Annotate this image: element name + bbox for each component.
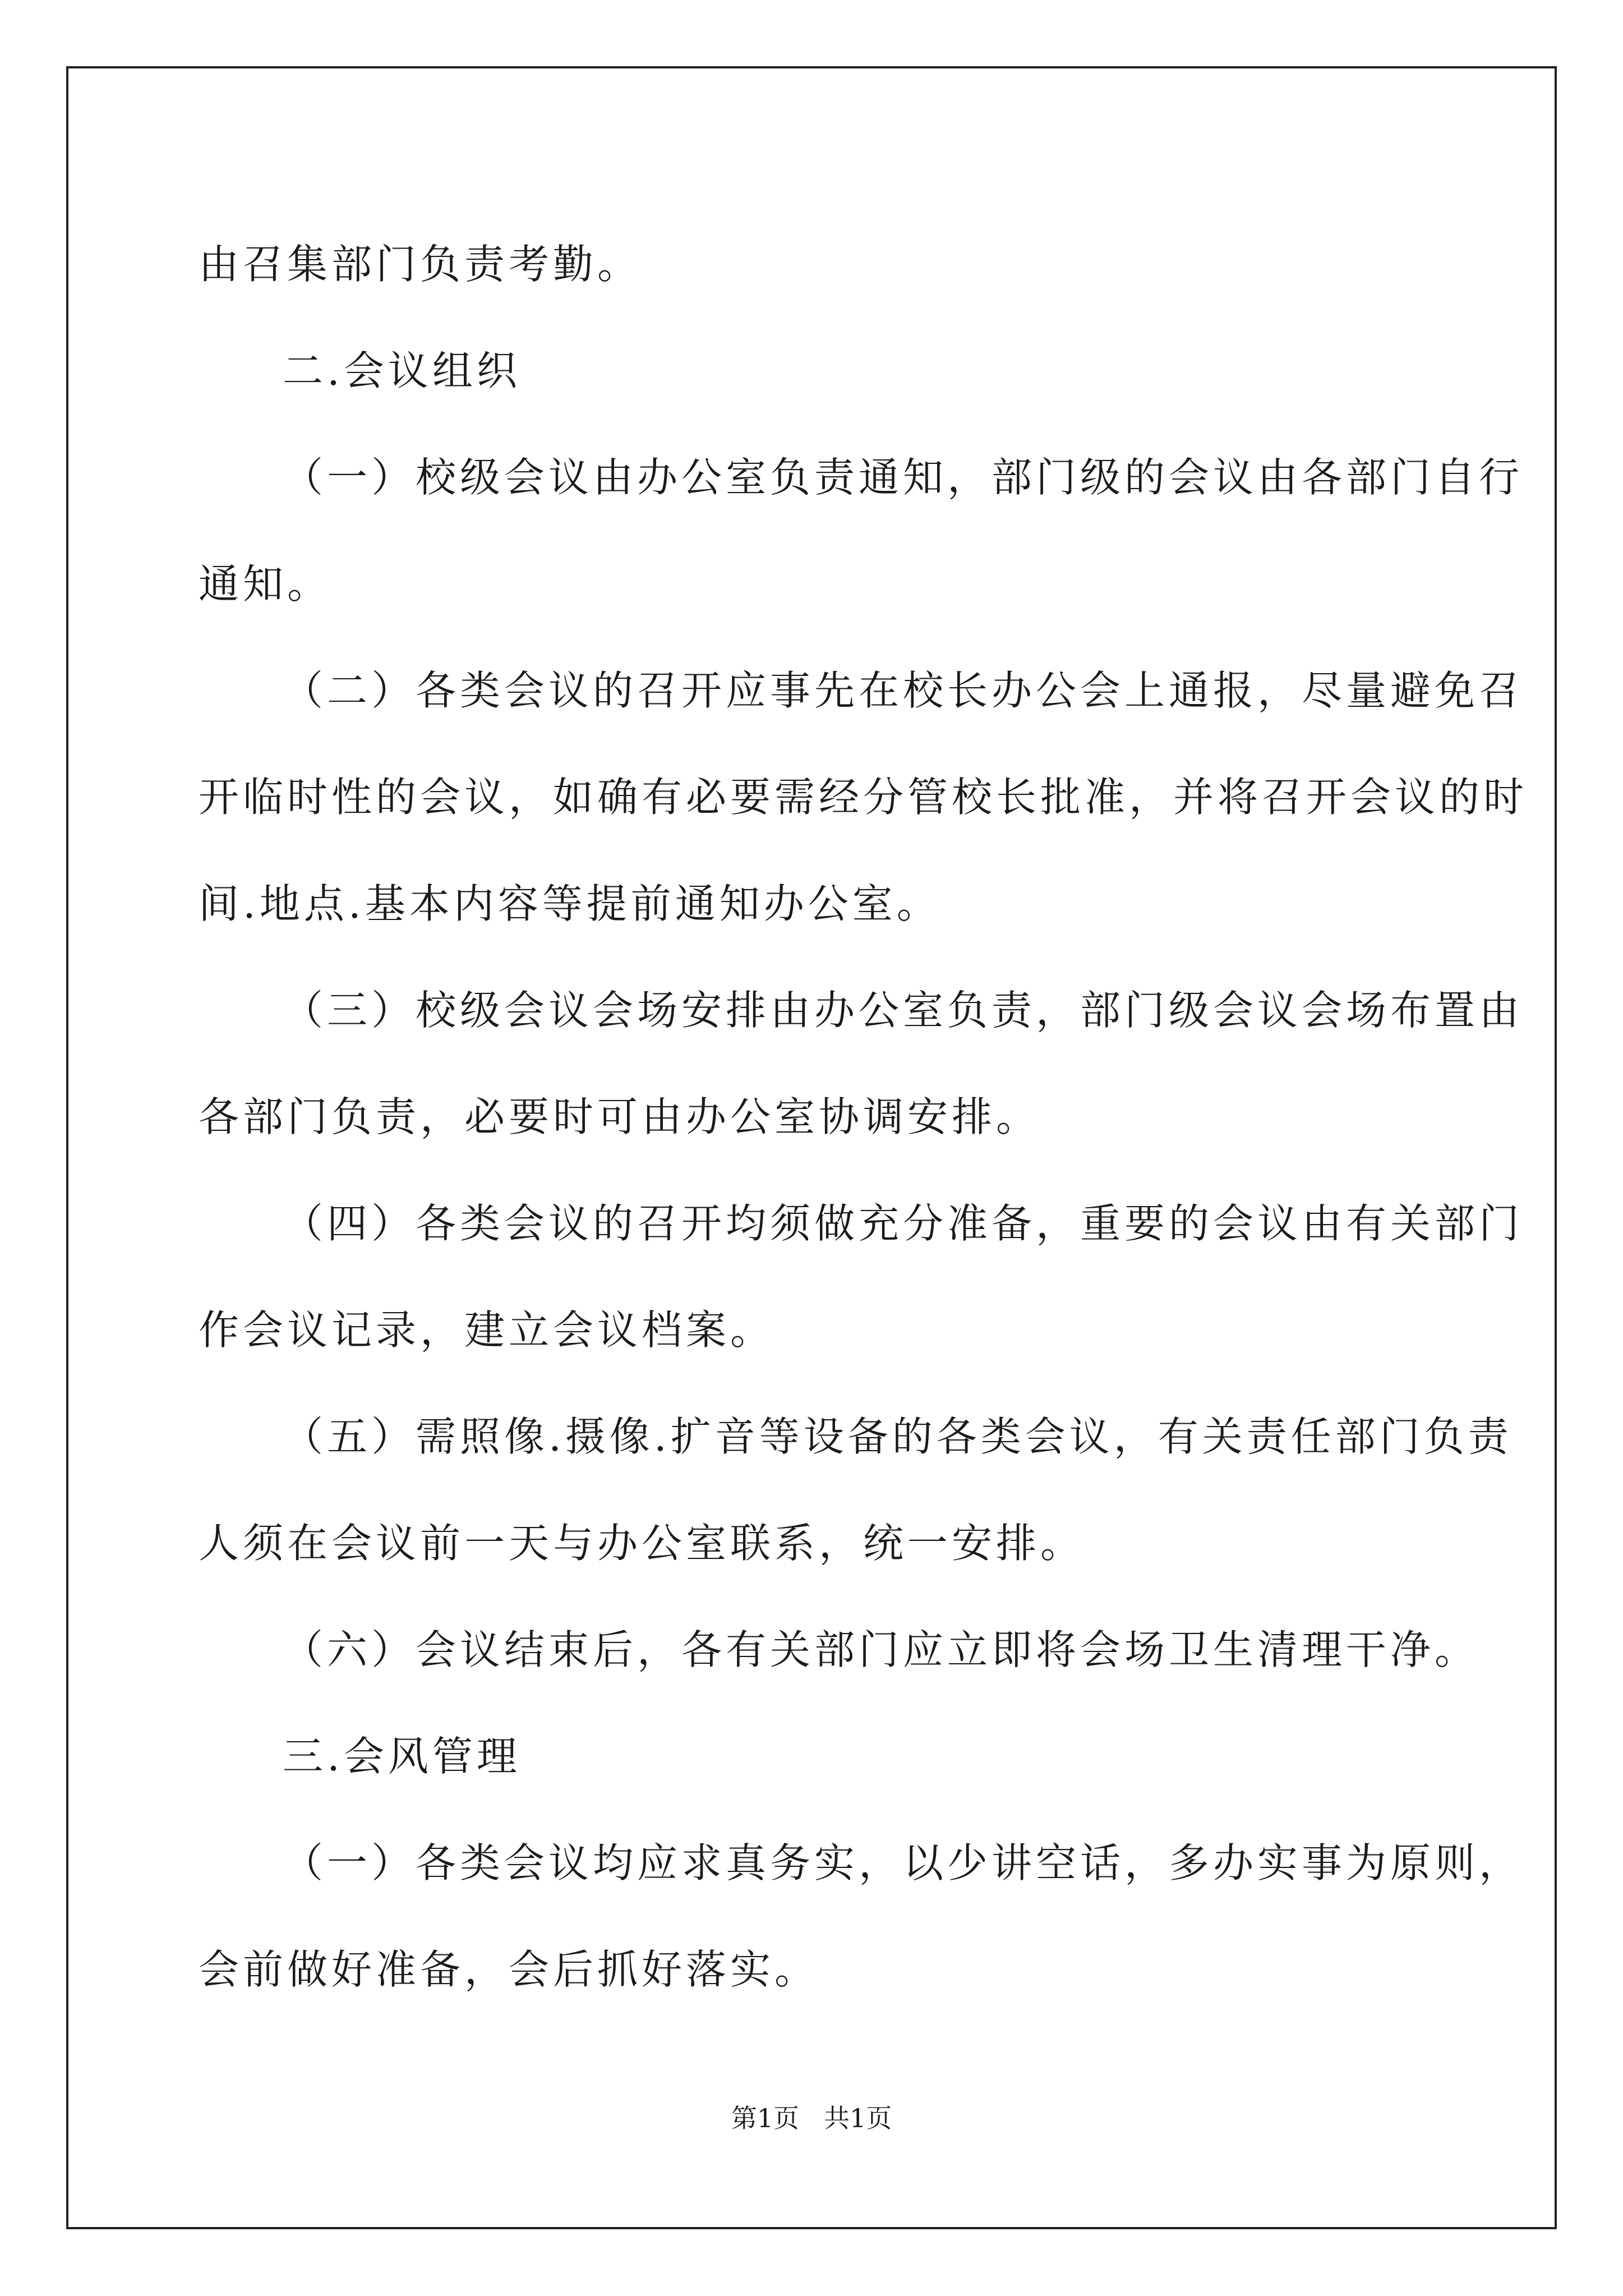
body-line: （五）需照像.摄像.扩音等设备的各类会议，有关责任部门负责 xyxy=(283,1413,1513,1460)
body-line: （一）校级会议由办公室负责通知，部门级的会议由各部门自行 xyxy=(283,454,1524,501)
body-line: 由召集部门负责考勤。 xyxy=(199,241,642,288)
body-line: 会前做好准备，会后抓好落实。 xyxy=(199,1946,819,1993)
page-footer xyxy=(0,2098,1623,2135)
section-heading-meeting-organization: 二.会议组织 xyxy=(283,347,521,394)
document-body xyxy=(199,211,1528,2023)
body-line: （四）各类会议的召开均须做充分准备，重要的会议由有关部门 xyxy=(283,1200,1524,1247)
body-line: 通知。 xyxy=(199,560,332,608)
body-line: （六）会议结束后，各有关部门应立即将会场卫生清理干净。 xyxy=(283,1626,1479,1673)
body-line: 人须在会议前一天与办公室联系，统一安排。 xyxy=(199,1520,1085,1567)
body-line: 开临时性的会议，如确有必要需经分管校长批准，并将召开会议的时 xyxy=(199,774,1528,821)
body-line: （一）各类会议均应求真务实，以少讲空话，多办实事为原则， xyxy=(283,1839,1524,1887)
body-line: 各部门负责，必要时可由办公室协调安排。 xyxy=(199,1093,1041,1140)
page-total: 共1页 xyxy=(824,2103,892,2133)
body-line: （二）各类会议的召开应事先在校长办公会上通报，尽量避免召 xyxy=(283,667,1524,714)
body-line: 作会议记录，建立会议档案。 xyxy=(199,1306,775,1354)
body-line: 间.地点.基本内容等提前通知办公室。 xyxy=(199,880,941,927)
page-number: 第1页 xyxy=(731,2103,799,2133)
body-line: （三）校级会议会场安排由办公室负责，部门级会议会场布置由 xyxy=(283,987,1524,1034)
section-heading-meeting-style: 三.会风管理 xyxy=(283,1733,521,1780)
